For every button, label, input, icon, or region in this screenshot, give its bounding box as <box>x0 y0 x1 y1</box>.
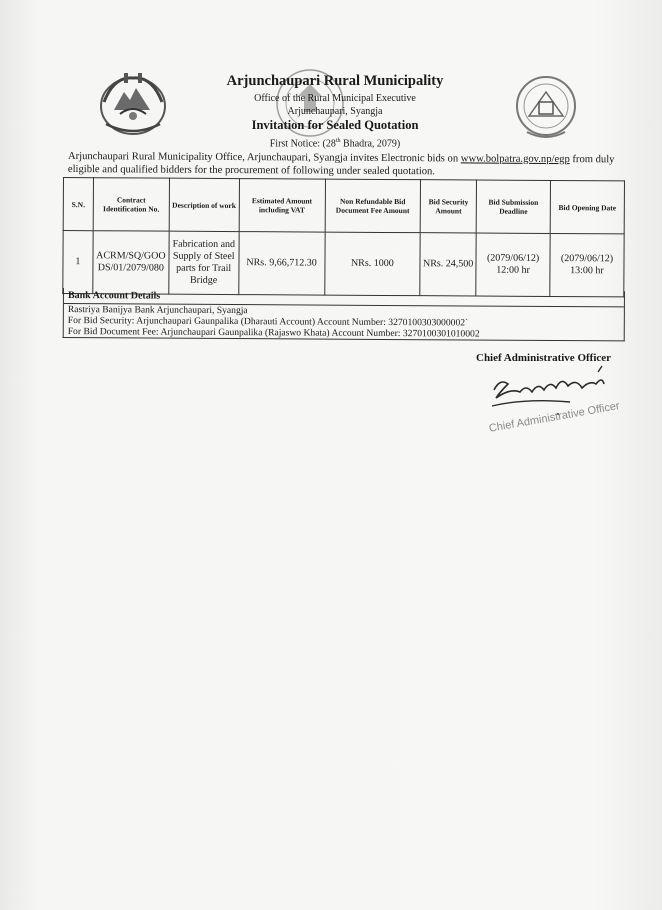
column-header: Bid Opening Date <box>550 180 624 233</box>
intro-paragraph: Arjunchaupari Rural Municipality Office, Arjunchaupari, Syangja invites Electronic bids on www.bolpatra.gov.np/egp from duly eligible and qualified bidders for the procurement of following under sealed quotation. <box>67 150 615 178</box>
municipality-logo-icon <box>513 72 579 144</box>
signatory-title: Chief Administrative Officer <box>476 352 612 364</box>
notice-date: First Notice: (28th Bhadra, 2079) <box>269 138 401 150</box>
column-header: S.N. <box>63 178 93 231</box>
table-cell: NRs. 1000 <box>324 232 420 296</box>
table-cell: NRs. 24,500 <box>420 233 476 296</box>
table-cell: NRs. 9,66,712.30 <box>238 232 324 296</box>
table-header-row <box>63 178 624 234</box>
municipality-name: Arjunchaupari Rural Municipality <box>226 73 444 89</box>
column-header: Contract Identification No. <box>93 178 169 231</box>
table-cell: (2079/06/12) 12:00 hr <box>476 233 550 296</box>
column-header: Bid Submission Deadline <box>476 180 550 233</box>
bank-details <box>63 288 625 341</box>
table-cell: Fabrication and Supply of Steel parts for Trail Bridge <box>169 231 239 294</box>
bank-line: For Bid Security: Arjunchaupari Gaunpalika (Dharauti Account) Account Number: 3270100303000002` <box>67 315 469 329</box>
table-cell: ACRM/SQ/GOODS/01/2079/080 <box>93 231 169 294</box>
bolpatra-link[interactable]: www.bolpatra.gov.np/egp <box>460 153 570 166</box>
column-header: Estimated Amount including VAT <box>239 179 325 233</box>
nepal-emblem-icon <box>94 68 172 138</box>
document-title: Invitation for Sealed Quotation <box>251 118 419 132</box>
bank-heading: Bank Account Details <box>64 288 624 307</box>
column-header: Non Refundable Bid Document Fee Amount <box>325 179 421 233</box>
quotation-table <box>62 177 625 297</box>
office-address: Arjunchaupari, Syangja <box>287 106 383 117</box>
bank-line: Rastriya Banijya Bank Arjunchaupari, Syangja <box>67 304 248 317</box>
table-row <box>63 231 624 297</box>
bank-line: For Bid Document Fee: Arjunchaupari Gaunpalika (Rajaswo Khata) Account Number: 3270100301010002 <box>67 326 480 340</box>
table-cell: (2079/06/12) 13:00 hr <box>550 233 624 296</box>
table-cell: 1 <box>63 231 93 294</box>
column-header: Description of work <box>169 178 239 231</box>
signatory-stamp: Chief Administrative Officer <box>488 399 621 435</box>
column-header: Bid Security Amount <box>420 180 476 233</box>
office-name: Office of the Rural Municipal Executive <box>254 93 416 104</box>
